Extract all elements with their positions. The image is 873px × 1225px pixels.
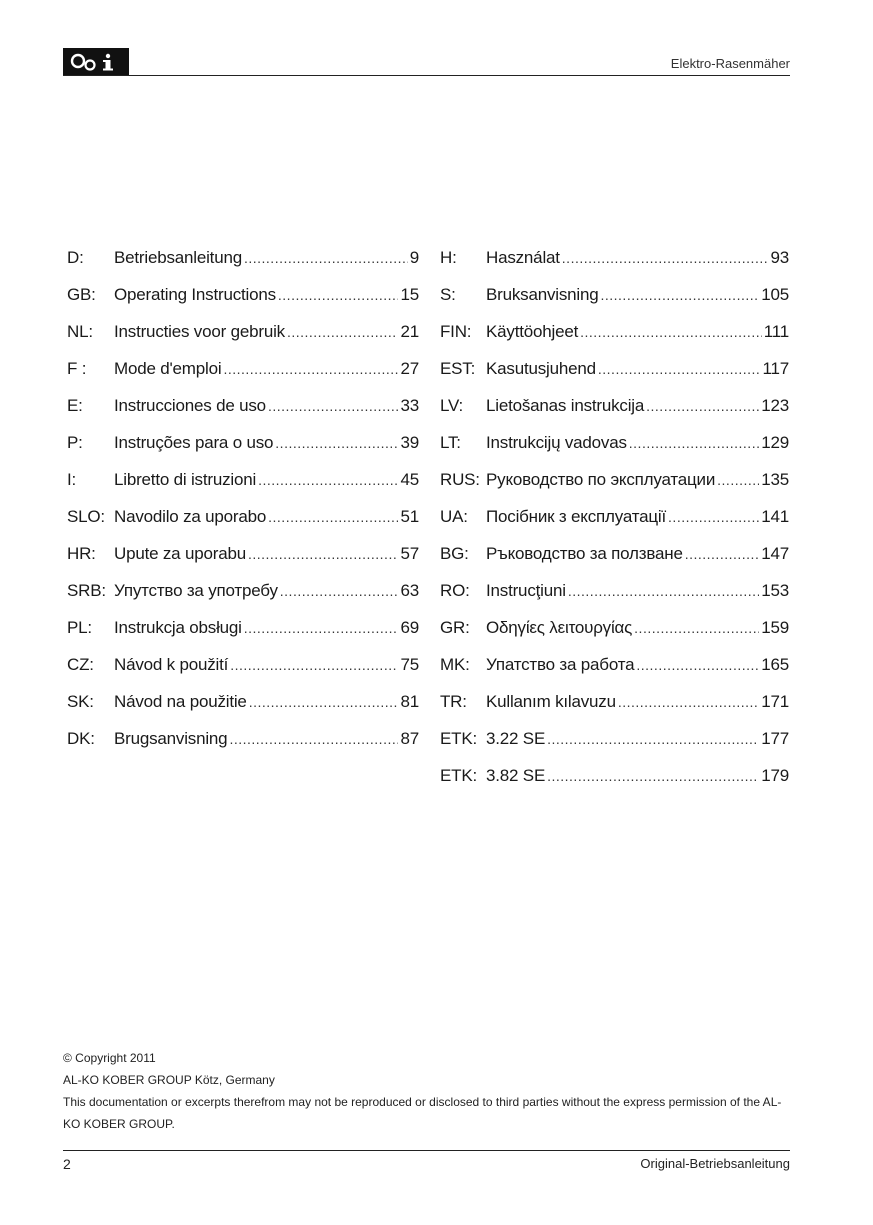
toc-language-code: SK: [67,692,94,711]
toc-title: Посібник з експлуатації [486,507,667,526]
toc-language-code: BG: [440,544,469,563]
toc-title: Οδηγίες λειτουργίας [486,618,633,637]
toc-language-code: ETK: [440,766,477,785]
toc-entry [67,359,419,396]
toc-language-code: LV: [440,396,464,415]
toc-entry [67,692,419,729]
toc-language-code: E: [67,396,83,415]
toc-language-code: SLO: [67,507,105,526]
toc-entry [440,470,789,507]
page-footer [63,1150,790,1175]
toc-leader-dots [598,361,761,377]
toc-title: Használat [486,248,560,267]
toc-entry [67,248,419,285]
toc-title: Instrucciones de uso [114,396,266,415]
toc-language-code: GR: [440,618,470,637]
toc-page-number: 21 [400,322,419,341]
toc-leader-dots [547,768,759,784]
toc-entry [67,581,419,618]
copyright-notice [63,1047,790,1135]
toc-page-number: 153 [761,581,789,600]
toc-language-code: RUS: [440,470,480,489]
toc-page-number: 129 [761,433,789,452]
toc-language-code: RO: [440,581,470,600]
toc-title: Instrukcijų vadovas [486,433,627,452]
footer-doc-title: Original-Betriebsanleitung [640,1156,790,1171]
toc-page-number: 117 [762,359,789,378]
toc-page-number: 179 [761,766,789,785]
toc-page-number: 15 [400,285,419,304]
toc-language-code: S: [440,285,456,304]
toc-title: Kullanım kılavuzu [486,692,616,711]
toc-entry [440,766,789,803]
toc-page-number: 69 [400,618,419,637]
toc-language-code: GB: [67,285,96,304]
toc-page-number: 147 [761,544,789,563]
info-logo-icon [63,48,129,75]
toc-leader-dots [229,731,398,747]
toc-title: Návod na použitie [114,692,247,711]
toc-leader-dots [258,472,398,488]
toc-title: Navodilo za uporabo [114,507,267,526]
toc-title: Bruksanvisning [486,285,599,304]
toc-title: Instrucţiuni [486,581,566,600]
toc-leader-dots [249,694,399,710]
toc-language-code: D: [67,248,84,267]
toc-title: Návod k použití [114,655,229,674]
toc-entry [440,507,789,544]
toc-title: Lietošanas instrukcija [486,396,645,415]
toc-title: Instrukcja obsługi [114,618,242,637]
toc-leader-dots [600,287,759,303]
toc-page-number: 159 [761,618,789,637]
toc-leader-dots [668,509,759,525]
toc-page-number: 57 [400,544,419,563]
toc-entry [67,544,419,581]
toc-leader-dots [244,250,408,266]
page-number: 2 [63,1156,71,1172]
toc-language-code: CZ: [67,655,94,674]
toc-leader-dots [634,620,759,636]
reproduction-notice: This documentation or excerpts therefrom may not be reproduced or disclosed to third parties without the express permission of the AL-KO KOBER GROUP. [63,1095,782,1131]
toc-entry [67,655,419,692]
toc-page-number: 105 [761,285,789,304]
toc-title: Ръководство за ползване [486,544,683,563]
toc-entry [440,692,789,729]
toc-entry [440,618,789,655]
toc-leader-dots [223,361,398,377]
toc-entry [67,507,419,544]
toc-page-number: 165 [761,655,789,674]
toc-title: Упутство за употребу [114,581,278,600]
toc-title: Руководство по эксплуатации [486,470,716,489]
toc-page-number: 81 [400,692,419,711]
toc-page-number: 9 [409,248,419,267]
toc-leader-dots [562,250,769,266]
table-of-contents [67,248,790,808]
toc-title: Brugsanvisning [114,729,228,748]
toc-title: 3.22 SE [486,729,546,748]
glasses-info-icon [70,52,122,72]
toc-page-number: 93 [770,248,789,267]
toc-title: Instruções para o uso [114,433,274,452]
toc-leader-dots [278,287,399,303]
toc-leader-dots [717,472,759,488]
toc-leader-dots [244,620,399,636]
toc-leader-dots [280,583,399,599]
toc-entry [440,581,789,618]
toc-leader-dots [287,324,399,340]
toc-entry [440,285,789,322]
toc-leader-dots [230,657,398,673]
toc-entry [440,359,789,396]
toc-leader-dots [646,398,759,414]
toc-language-code: H: [440,248,457,267]
toc-language-code: NL: [67,322,93,341]
toc-entry [440,322,789,359]
toc-leader-dots [618,694,759,710]
toc-entry [67,396,419,433]
toc-page-number: 135 [761,470,789,489]
toc-title: Operating Instructions [114,285,276,304]
toc-language-code: MK: [440,655,470,674]
toc-page-number: 111 [763,322,789,341]
toc-title: Upute za uporabu [114,544,246,563]
toc-page-number: 27 [400,359,419,378]
toc-title: Mode d'emploi [114,359,222,378]
toc-language-code: HR: [67,544,96,563]
company-line: AL-KO KOBER GROUP Kötz, Germany [63,1073,275,1087]
toc-title: Упатство за работа [486,655,635,674]
toc-title: 3.82 SE [486,766,546,785]
toc-leader-dots [275,435,398,451]
toc-right-column [440,248,789,803]
toc-leader-dots [629,435,759,451]
toc-language-code: LT: [440,433,461,452]
toc-language-code: DK: [67,729,95,748]
toc-leader-dots [580,324,762,340]
document-title: Elektro-Rasenmäher [670,56,790,71]
toc-entry [440,433,789,470]
toc-language-code: I: [67,470,77,489]
toc-page-number: 63 [400,581,419,600]
toc-leader-dots [547,731,759,747]
toc-page-number: 123 [761,396,789,415]
toc-entry [67,433,419,470]
toc-language-code: TR: [440,692,467,711]
toc-leader-dots [685,546,760,562]
toc-entry [67,470,419,507]
toc-language-code: P: [67,433,83,452]
toc-page-number: 171 [761,692,789,711]
toc-page-number: 177 [761,729,789,748]
toc-entry [67,322,419,359]
toc-leader-dots [568,583,759,599]
toc-leader-dots [268,398,399,414]
toc-page-number: 45 [400,470,419,489]
page-header [63,48,790,76]
toc-language-code: UA: [440,507,468,526]
toc-entry [440,729,789,766]
toc-page-number: 75 [400,655,419,674]
toc-entry [67,618,419,655]
toc-title: Instructies voor gebruik [114,322,285,341]
toc-title: Käyttöohjeet [486,322,579,341]
toc-page-number: 39 [400,433,419,452]
toc-page-number: 33 [400,396,419,415]
toc-leader-dots [248,546,399,562]
toc-entry [67,729,419,766]
toc-title: Betriebsanleitung [114,248,242,267]
toc-language-code: FIN: [440,322,472,341]
toc-page-number: 141 [761,507,789,526]
toc-language-code: EST: [440,359,476,378]
toc-entry [440,396,789,433]
toc-entry [440,248,789,285]
toc-leader-dots [636,657,759,673]
copyright-line: © Copyright 2011 [63,1051,156,1065]
toc-page-number: 51 [400,507,419,526]
toc-entry [440,544,789,581]
toc-language-code: SRB: [67,581,106,600]
toc-language-code: ETK: [440,729,477,748]
toc-entry [67,285,419,322]
toc-title: Libretto di istruzioni [114,470,257,489]
toc-language-code: PL: [67,618,92,637]
toc-leader-dots [268,509,398,525]
toc-title: Kasutusjuhend [486,359,596,378]
toc-left-column [67,248,419,766]
toc-entry [440,655,789,692]
toc-language-code: F : [67,359,87,378]
toc-page-number: 87 [400,729,419,748]
